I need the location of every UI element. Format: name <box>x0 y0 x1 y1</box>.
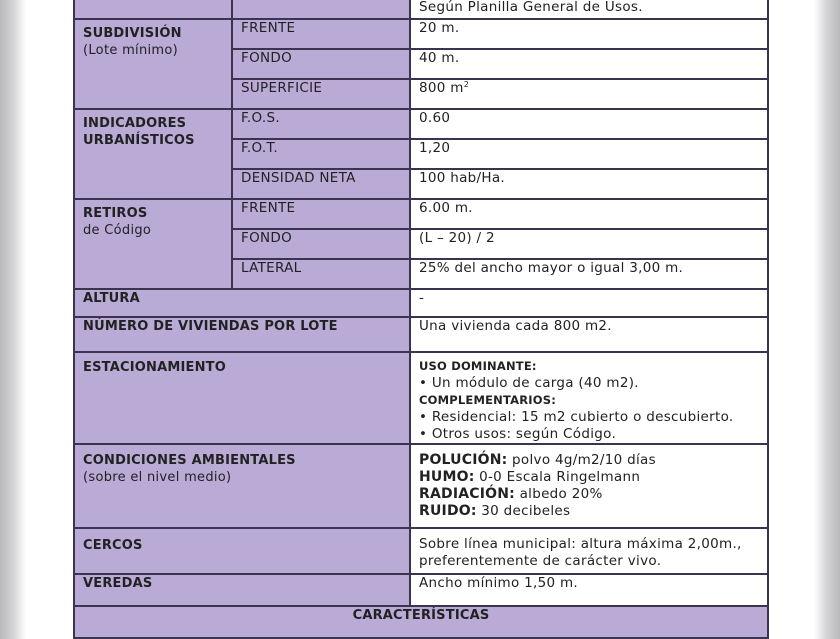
uso-dominante-item: • Un módulo de carga (40 m2). <box>419 375 639 391</box>
param-value: 6.00 m. <box>410 199 768 229</box>
altura-label-cell <box>74 289 410 317</box>
ambiental-item <box>419 503 759 520</box>
estacionamiento-value <box>410 352 768 444</box>
usos-value: Según Planilla General de Usos. <box>410 0 768 19</box>
altura-value: - <box>410 289 768 317</box>
viviendas-value: Una vivienda cada 800 m2. <box>410 317 768 352</box>
ambiental-key: HUMO: <box>419 469 475 485</box>
param-name: FRENTE <box>232 199 410 229</box>
param-value: 100 hab/Ha. <box>410 169 768 199</box>
complementarios-item: • Residencial: 15 m2 cubierto o descubierto. <box>419 409 734 425</box>
ambiental-item <box>419 452 759 469</box>
viviendas-label: NÚMERO DE VIVIENDAS POR LOTE <box>83 319 338 334</box>
ambiental-item <box>419 486 759 503</box>
veredas-value: Ancho mínimo 1,50 m. <box>410 574 768 606</box>
table-row <box>74 289 768 317</box>
param-name: F.O.S. <box>232 109 410 139</box>
veredas-label: VEREDAS <box>83 576 153 591</box>
cercos-label: CERCOS <box>83 538 143 553</box>
ambiental-text: 0-0 Escala Ringelmann <box>474 469 641 485</box>
ambiental-key: RADIACIÓN: <box>419 486 515 502</box>
altura-label: ALTURA <box>83 291 140 306</box>
param-name: DENSIDAD NETA <box>232 169 410 199</box>
complementarios-item: • Otros usos: según Código. <box>419 426 617 442</box>
param-value <box>410 79 768 109</box>
subdivision-label: SUBDIVISIÓN <box>83 26 182 41</box>
param-name: FONDO <box>232 49 410 79</box>
uso-dominante-label: USO DOMINANTE: <box>419 359 537 373</box>
zoning-table <box>73 0 769 639</box>
ambiental-item <box>419 469 759 486</box>
area-value: 800 m <box>419 80 464 96</box>
table-row <box>74 109 768 139</box>
param-name: F.O.T. <box>232 139 410 169</box>
table-row <box>74 606 768 638</box>
table-row <box>74 574 768 606</box>
table-row <box>74 352 768 444</box>
retiros-label-cell <box>74 199 232 289</box>
ambiental-text: albedo 20% <box>514 486 603 502</box>
table-row <box>74 317 768 352</box>
retiros-label: RETIROS <box>83 206 148 221</box>
cercos-label-cell <box>74 528 410 574</box>
ambiental-key: POLUCIÓN: <box>419 452 508 468</box>
retiros-sublabel: de Código <box>83 223 152 238</box>
table-row <box>74 19 768 49</box>
ambiental-key: RUIDO: <box>419 503 477 519</box>
param-name: LATERAL <box>232 259 410 289</box>
estacionamiento-label: ESTACIONAMIENTO <box>83 360 226 375</box>
area-exponent: 2 <box>463 80 470 89</box>
param-name: FRENTE <box>232 19 410 49</box>
ambientales-value <box>410 444 768 528</box>
caracteristicas-header <box>74 606 768 638</box>
param-value: 40 m. <box>410 49 768 79</box>
complementarios-label: COMPLEMENTARIOS: <box>419 393 557 407</box>
indicadores-label-cell <box>74 109 232 199</box>
ambientales-label-cell <box>74 444 410 528</box>
table-row <box>74 528 768 574</box>
cercos-value: Sobre línea municipal: altura máxima 2,00m., preferentemente de carácter vivo. <box>410 528 768 574</box>
estacionamiento-label-cell <box>74 352 410 444</box>
param-value: 25% del ancho mayor o igual 3,00 m. <box>410 259 768 289</box>
param-name: SUPERFICIE <box>232 79 410 109</box>
param-value: (L – 20) / 2 <box>410 229 768 259</box>
subdivision-sublabel: (Lote mínimo) <box>83 43 178 58</box>
param-value: 0.60 <box>410 109 768 139</box>
ambientales-sublabel: (sobre el nivel medio) <box>83 470 232 485</box>
ambientales-label: CONDICIONES AMBIENTALES <box>83 453 296 468</box>
indicadores-label: INDICADORES URBANÍSTICOS <box>83 116 195 148</box>
param-value: 20 m. <box>410 19 768 49</box>
table-row <box>74 444 768 528</box>
param-value: 1,20 <box>410 139 768 169</box>
table-row <box>74 199 768 229</box>
ambiental-text: polvo 4g/m2/10 días <box>507 452 656 468</box>
caracteristicas-label: CARACTERÍSTICAS <box>352 608 490 623</box>
subdivision-label-cell <box>74 19 232 109</box>
table-row-usos <box>74 0 768 19</box>
ambiental-text: 30 decibeles <box>476 503 571 519</box>
param-name: FONDO <box>232 229 410 259</box>
veredas-label-cell <box>74 574 410 606</box>
viviendas-label-cell <box>74 317 410 352</box>
